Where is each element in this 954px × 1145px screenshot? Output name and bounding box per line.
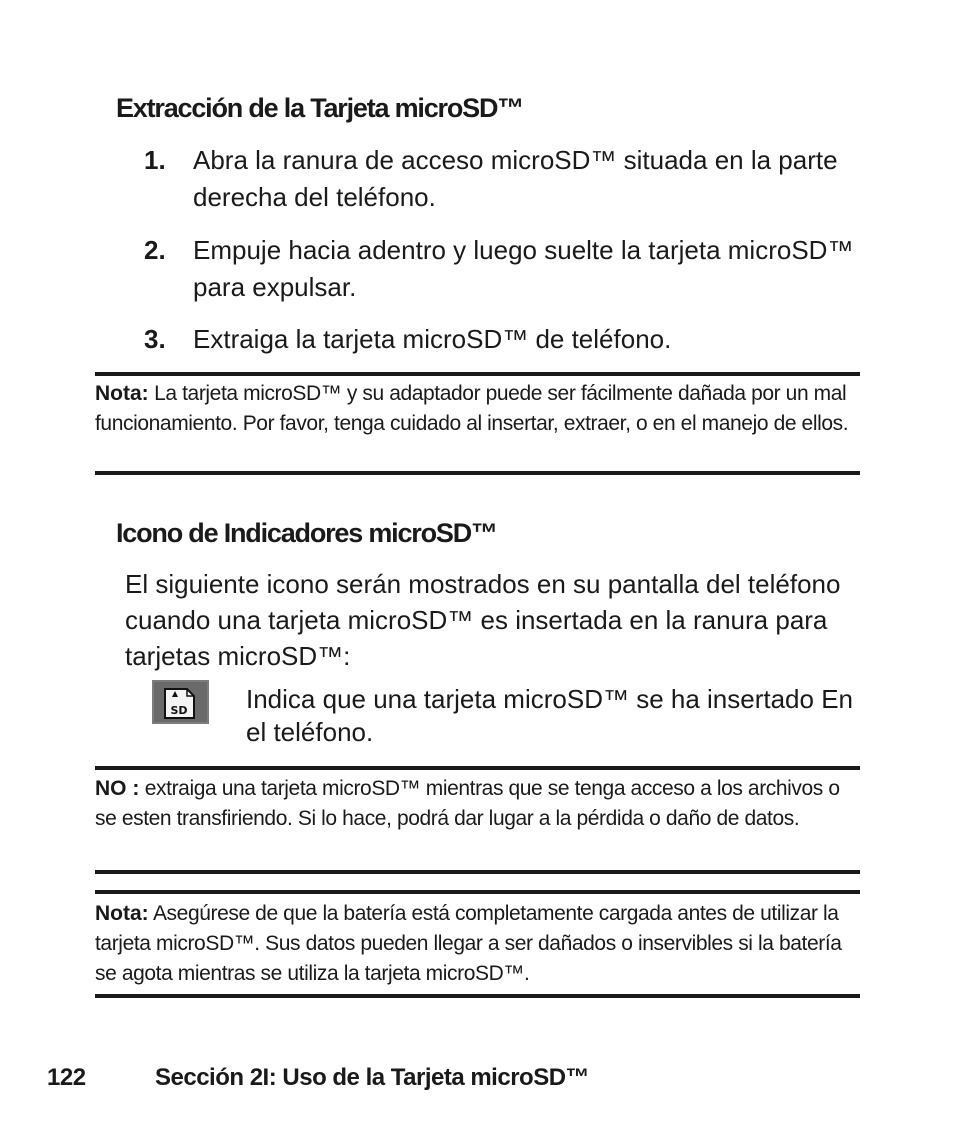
note-paragraph [95, 899, 860, 989]
warning-box [95, 766, 860, 874]
sd-glyph: SD [170, 704, 188, 717]
step-number: 3. [144, 324, 166, 354]
step-2 [144, 232, 874, 306]
section-heading-indicators: Icono de Indicadores microSD™ [116, 518, 497, 548]
page-number: 122 [47, 1064, 86, 1091]
icon-indicator-row [152, 680, 872, 750]
note-label: Nota: [95, 382, 149, 405]
note-box-battery [95, 890, 860, 998]
note-box-card-care [95, 372, 860, 475]
section-heading-extraction: Extracción de la Tarjeta microSD™ [116, 93, 524, 123]
step-text: Empuje hacia adentro y luego suelte la tarjeta microSD™ para expulsar. [193, 235, 854, 302]
warning-text: extraiga una tarjeta microSD™ mientras que se tenga acceso a los archivos o se esten transfiriendo. Si lo hace, podrá dar lugar a la pérdida o daño de datos. [95, 777, 840, 830]
sd-card-icon [152, 680, 209, 724]
step-text: Abra la ranura de acceso microSD™ situada en la parte derecha del teléfono. [193, 145, 838, 212]
footer-section-title: Sección 2I: Uso de la Tarjeta microSD™ [155, 1064, 590, 1091]
step-number: 1. [144, 145, 166, 175]
note-text: La tarjeta microSD™ y su adaptador puede ser fácilmente dañada por un mal funcionamiento. Por favor, tenga cuidado al insertar, extraer, o en el manejo de ellos. [95, 382, 849, 435]
step-text: Extraiga la tarjeta microSD™ de teléfono. [193, 324, 672, 354]
note-label: Nota: [95, 902, 149, 925]
note-paragraph [95, 379, 860, 439]
warning-label: NO : [95, 777, 140, 800]
indicator-intro-paragraph: El siguiente icono serán mostrados en su pantalla del teléfono cuando una tarjeta microSD™ es insertada en la ranura para tarjetas microSD™: [125, 569, 841, 671]
note-text: Asegúrese de que la batería está completamente cargada antes de utilizar la tarjeta microSD™. Sus datos pueden llegar a ser dañados o inservibles si la batería se agota mientras se utiliza la tarjeta microSD™. [95, 902, 842, 985]
step-number: 2. [144, 235, 166, 265]
warning-paragraph [95, 774, 860, 834]
icon-description: Indica que una tarjeta microSD™ se ha insertado En el teléfono. [246, 684, 854, 747]
step-3 [144, 321, 874, 358]
step-1 [144, 142, 874, 216]
